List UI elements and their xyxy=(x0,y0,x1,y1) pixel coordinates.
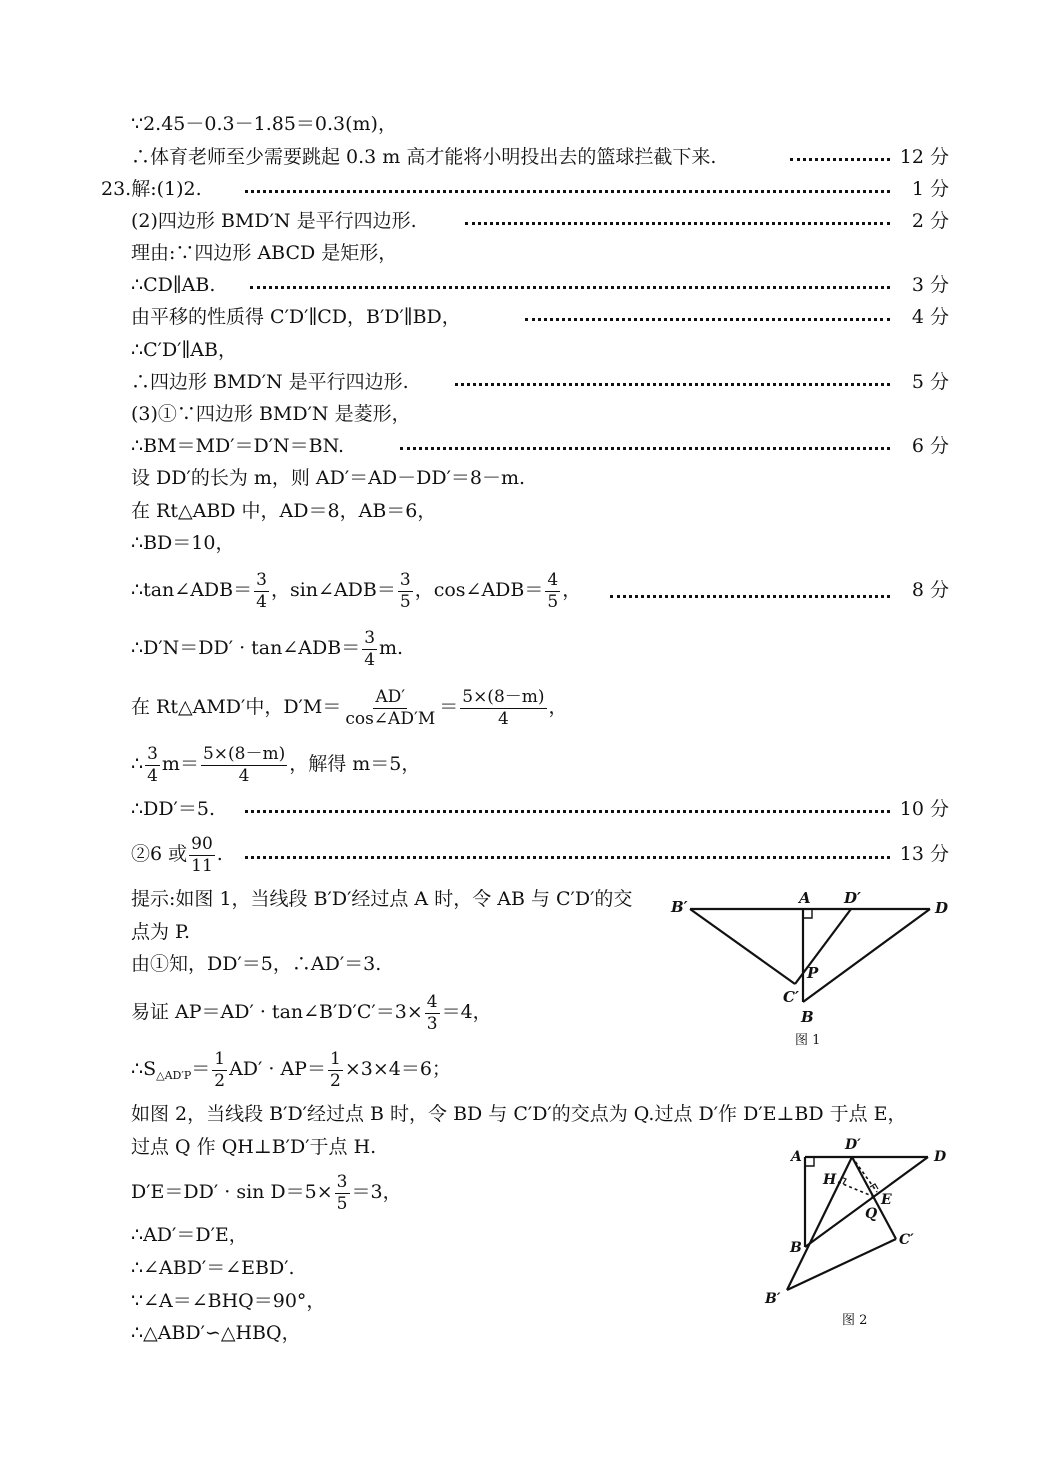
fraction: $\frac{3}{4}$ xyxy=(364,627,376,670)
point-label: D xyxy=(935,899,949,917)
text: ＝4， xyxy=(441,1001,492,1023)
point-label: P xyxy=(807,964,819,982)
fraction: $\frac{90}{11}$ xyxy=(191,833,213,876)
fraction: $\frac{5\times(8-m)}{4}$ xyxy=(462,686,545,729)
score-label: 2 分 xyxy=(911,210,949,232)
dot-leader xyxy=(525,318,890,321)
hint-line: 过点 Q 作 QH⊥B′D′于点 H. xyxy=(131,1136,377,1158)
solution-line: ∵2.45－0.3－1.85＝0.3(m)， xyxy=(131,113,397,135)
text: . xyxy=(216,843,223,865)
text: ∴ xyxy=(131,753,144,775)
point-label: D′ xyxy=(845,1137,861,1153)
score-label: 4 分 xyxy=(911,306,949,328)
hint-line xyxy=(131,1168,402,1216)
fraction: $\frac{1}{2}$ xyxy=(329,1048,341,1091)
solution-line xyxy=(131,740,420,788)
figure-1 xyxy=(665,880,965,1050)
dot-leader xyxy=(245,856,890,859)
text: ×3×4＝6； xyxy=(344,1058,451,1080)
fraction: $\frac{3}{4}$ xyxy=(147,743,158,786)
point-label: B′ xyxy=(765,1291,781,1307)
fraction: $\frac{3}{4}$ xyxy=(256,569,267,612)
hint-line: 点为 P. xyxy=(131,921,191,943)
solution-line xyxy=(131,624,403,672)
problem-number: 23.解:(1)2. xyxy=(101,178,202,200)
trig-ratios-line xyxy=(131,566,581,614)
point-label: C′ xyxy=(899,1232,914,1248)
score-label: 8 分 xyxy=(911,579,949,601)
solution-line: (2)四边形 BMD′N 是平行四边形. xyxy=(131,210,417,232)
dot-leader xyxy=(400,447,890,450)
point-label: D xyxy=(934,1149,947,1165)
segment-dprime-e xyxy=(852,1157,877,1192)
dot-leader xyxy=(245,810,890,813)
fraction: $\frac{3}{5}$ xyxy=(399,569,411,612)
text: ＝ xyxy=(191,1058,211,1080)
figure-2 xyxy=(760,1130,960,1335)
fraction: $\frac{4}{5}$ xyxy=(547,569,559,612)
hint-line: ∵∠A＝∠BHQ＝90°， xyxy=(131,1290,326,1312)
point-label: E xyxy=(881,1192,892,1208)
text: m＝ xyxy=(161,753,199,775)
solution-line xyxy=(131,830,223,878)
text: ∴D′N＝DD′ · tan∠ADB＝ xyxy=(131,637,361,659)
text: ， xyxy=(548,696,568,718)
fraction: $\frac{1}{2}$ xyxy=(214,1048,226,1091)
hint-line: ∴△ABD′∽△HBQ， xyxy=(131,1322,301,1344)
hint-line: 由①知，DD′＝5，∴AD′＝3. xyxy=(131,953,382,975)
figure-2-svg xyxy=(760,1130,960,1335)
dot-leader xyxy=(245,190,890,193)
dot-leader xyxy=(465,222,890,225)
solution-line: ∴C′D′∥AB， xyxy=(131,339,237,361)
text: ②6 或 xyxy=(131,843,188,865)
text: m. xyxy=(379,637,404,659)
solution-line: 由平移的性质得 C′D′∥CD，B′D′∥BD， xyxy=(131,306,461,328)
line-bprime-cprime xyxy=(787,1239,896,1290)
score-label: 13 分 xyxy=(899,843,949,865)
solution-line: ∴DD′＝5. xyxy=(131,798,215,820)
figure-caption: 图 1 xyxy=(795,1033,821,1048)
fraction: $\frac{5\times(8-m)}{4}$ xyxy=(202,743,286,786)
solution-line: 设 DD′的长为 m，则 AD′＝AD－DD′＝8－m. xyxy=(131,467,526,489)
point-label: D′ xyxy=(844,889,861,907)
dot-leader xyxy=(610,595,890,598)
score-label: 6 分 xyxy=(911,435,949,457)
point-label: B′ xyxy=(671,898,688,916)
solution-line: (3)①∵四边形 BMD′N 是菱形， xyxy=(131,403,411,425)
figure-1-svg xyxy=(665,880,965,1050)
text: 在 Rt△AMD′中，D′M＝ xyxy=(131,696,342,718)
text: ∴tan∠ADB＝ xyxy=(131,579,253,601)
fraction: $\frac{4}{3}$ xyxy=(426,991,438,1034)
text: ，cos∠ADB＝ xyxy=(414,579,544,601)
solution-line: 在 Rt△ABD 中，AD＝8，AB＝6， xyxy=(131,500,437,522)
text: ＝ xyxy=(439,696,459,718)
right-angle-mark xyxy=(803,909,812,918)
text: ，sin∠ADB＝ xyxy=(270,579,396,601)
line-b-d xyxy=(803,909,930,1002)
solution-line: ∴BD＝10， xyxy=(131,532,235,554)
fraction: $\frac{3}{5}$ xyxy=(336,1171,348,1214)
score-label: 1 分 xyxy=(911,178,949,200)
point-label: H xyxy=(823,1172,837,1188)
solution-line: ∴四边形 BMD′N 是平行四边形. xyxy=(131,371,409,393)
dot-leader xyxy=(790,158,890,161)
point-label: A xyxy=(799,889,811,907)
text: 易证 AP＝AD′ · tan∠B′D′C′＝3× xyxy=(131,1001,423,1023)
subscript: △AD′P xyxy=(156,1069,192,1082)
text: ＝3， xyxy=(351,1181,402,1203)
right-angle-mark xyxy=(805,1157,814,1166)
solution-line xyxy=(131,683,568,731)
dot-leader xyxy=(250,286,890,289)
text: ，解得 m＝5， xyxy=(289,753,421,775)
point-label: Q xyxy=(865,1206,878,1222)
text: ∴S xyxy=(131,1058,157,1080)
hint-line: 提示:如图 1，当线段 B′D′经过点 A 时，令 AB 与 C′D′的交 xyxy=(131,888,633,910)
score-label: 5 分 xyxy=(911,371,949,393)
hint-line xyxy=(131,988,492,1036)
line-bprime-cprime xyxy=(690,909,795,984)
score-label: 10 分 xyxy=(899,798,949,820)
solution-line: ∴BM＝MD′＝D′N＝BN. xyxy=(131,435,345,457)
point-label: B xyxy=(790,1240,802,1256)
solution-line: ∴体育老师至少需要跳起 0.3 m 高才能将小明投出去的篮球拦截下来. xyxy=(131,146,717,168)
point-label: B xyxy=(801,1008,814,1026)
solution-line: 理由:∵四边形 ABCD 是矩形， xyxy=(131,242,398,264)
score-label: 12 分 xyxy=(899,146,949,168)
hint-line: 如图 2，当线段 B′D′经过点 B 时，令 BD 与 C′D′的交点为 Q.过点 D′作 D′E⊥BD 于点 E， xyxy=(131,1103,907,1125)
point-label: A xyxy=(791,1149,802,1165)
text: AD′ · AP＝ xyxy=(229,1058,326,1080)
hint-line: ∴∠ABD′＝∠EBD′. xyxy=(131,1257,295,1279)
figure-caption: 图 2 xyxy=(842,1313,868,1328)
text: ， xyxy=(562,579,582,601)
point-label: C′ xyxy=(783,988,799,1006)
text: D′E＝DD′ · sin D＝5× xyxy=(131,1181,333,1203)
hint-line xyxy=(131,1045,451,1100)
hint-line: ∴AD′＝D′E， xyxy=(131,1224,248,1246)
fraction: $\frac{AD'}{\cos\angle AD'M}$ xyxy=(345,686,436,729)
solution-line: ∴CD∥AB. xyxy=(131,274,216,296)
score-label: 3 分 xyxy=(911,274,949,296)
dot-leader xyxy=(455,383,890,386)
